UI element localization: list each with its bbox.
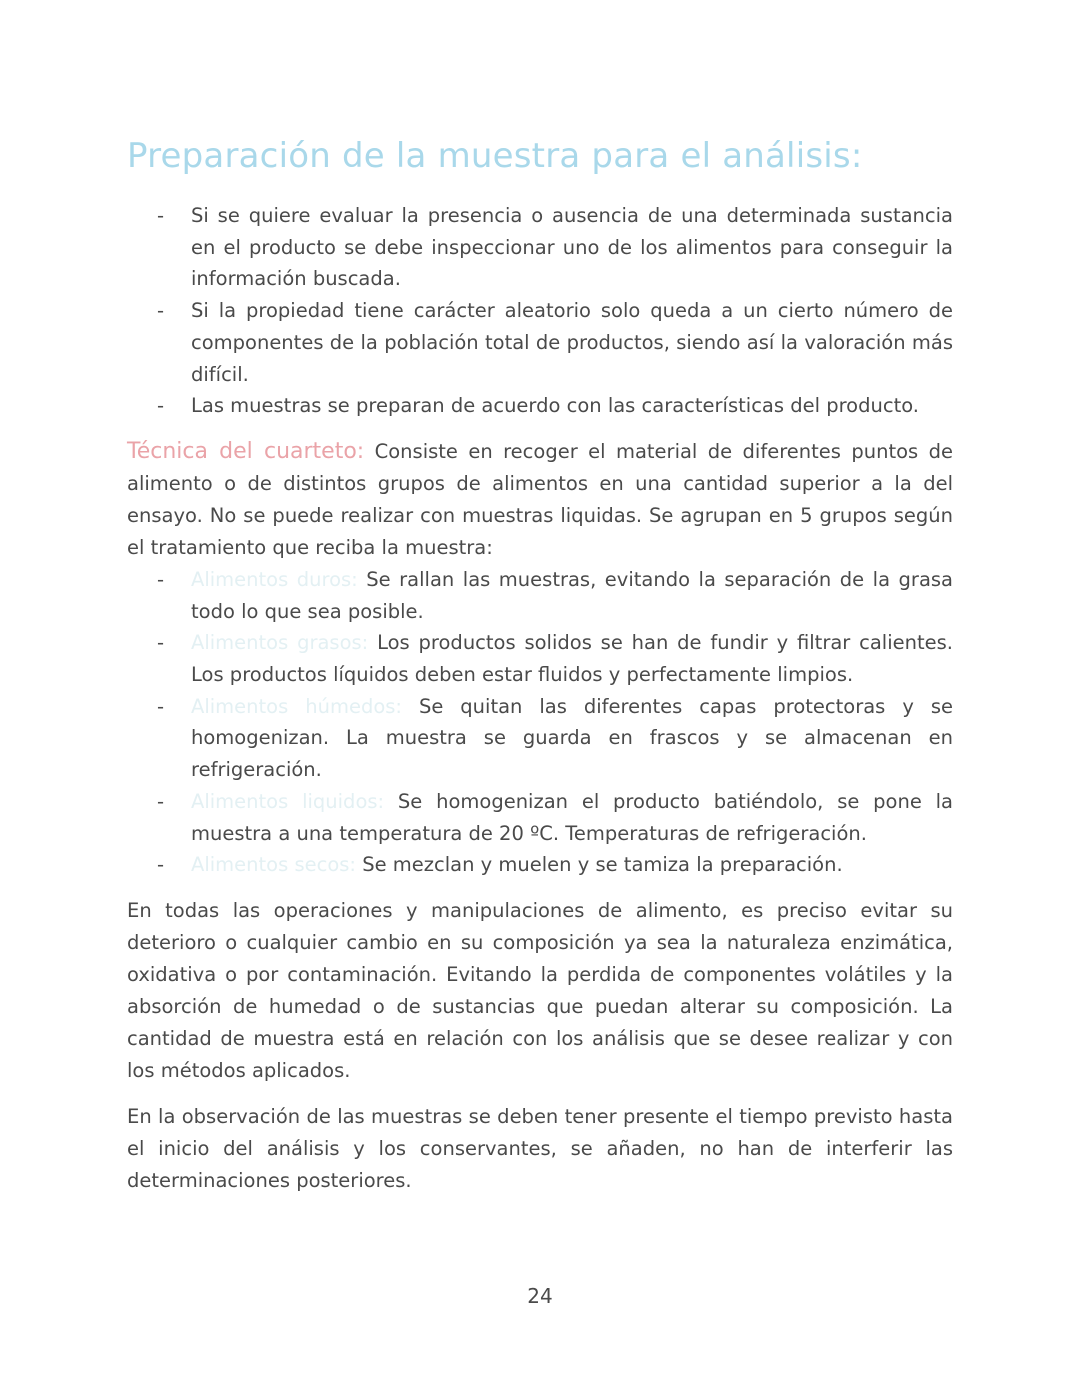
list-dash: - — [157, 299, 165, 323]
list-item — [127, 691, 953, 786]
list-dash: - — [157, 394, 165, 418]
grupo-text: Se quitan las diferentes capas protectoras y se homogenizan. La muestra se guarda en frascos y se almacenan en refrigeración. — [191, 694, 953, 782]
grupo-label: Alimentos secos: — [191, 853, 356, 877]
grupo-text: Se rallan las muestras, evitando la separación de la grasa todo lo que sea posible. — [191, 567, 953, 623]
grupo-label: Alimentos liquidos: — [191, 789, 385, 813]
tecnica-text: Consiste en recoger el material de diferentes puntos de alimento o de distintos grupos de alimentos en una cantidad superior a la del ensayo. No se puede realizar con muestras liquidas. Se agrupan en 5 grupos según el tratamiento que reciba la muestra: — [127, 439, 953, 559]
tecnica-paragraph — [127, 436, 953, 564]
list-item — [127, 200, 953, 295]
list-item — [127, 295, 953, 390]
tecnica-label: Técnica del cuarteto: — [127, 438, 365, 464]
operaciones-paragraph: En todas las operaciones y manipulaciones de alimento, es preciso evitar su deterioro o cualquier cambio en su composición ya sea la naturaleza enzimática, oxidativa o por contaminación. Evitando la perdida de componentes volátiles y la absorción de humedad o de sustancias que puedan alterar su composición. La cantidad de muestra está en relación con los análisis que se desee realizar y con los métodos aplicados. — [127, 898, 953, 1082]
list-dash: - — [157, 789, 165, 813]
section-heading: Preparación de la muestra para el análisis: — [127, 136, 863, 176]
list-item — [127, 390, 953, 422]
grupos-list — [127, 564, 953, 881]
grupo-text: Se homogenizan el producto batiéndolo, se pone la muestra a una temperatura de 20 ºC. Temperaturas de refrigeración. — [191, 789, 953, 845]
list-dash: - — [157, 694, 165, 718]
list-item — [127, 849, 953, 881]
observacion-paragraph: En la observación de las muestras se deben tener presente el tiempo previsto hasta el inicio del análisis y los conservantes, se añaden, no han de interferir las determinaciones posteriores. — [127, 1104, 953, 1192]
list-dash: - — [157, 631, 165, 655]
list-item-text: Si la propiedad tiene carácter aleatorio solo queda a un cierto número de componentes de la población total de productos, siendo así la valoración más difícil. — [191, 299, 953, 386]
grupo-text: Se mezclan y muelen y se tamiza la preparación. — [356, 853, 843, 877]
list-dash: - — [157, 853, 165, 877]
grupo-text: Los productos solidos se han de fundir y filtrar calientes. Los productos líquidos deben estar fluidos y perfectamente limpios. — [191, 631, 953, 687]
grupo-label: Alimentos húmedos: — [191, 694, 402, 718]
list-item-text: Si se quiere evaluar la presencia o ausencia de una determinada sustancia en el producto se debe inspeccionar uno de los alimentos para conseguir la información buscada. — [191, 204, 953, 291]
list-item-text: Las muestras se preparan de acuerdo con las características del producto. — [191, 394, 920, 418]
page-content — [127, 132, 953, 1197]
page-number: 24 — [527, 1284, 553, 1308]
list-dash: - — [157, 204, 165, 227]
list-item — [127, 564, 953, 627]
list-dash: - — [157, 567, 165, 591]
list-item — [127, 627, 953, 690]
grupo-label: Alimentos grasos: — [191, 631, 369, 655]
intro-list — [127, 200, 953, 422]
grupo-label: Alimentos duros: — [191, 567, 358, 591]
list-item — [127, 786, 953, 849]
